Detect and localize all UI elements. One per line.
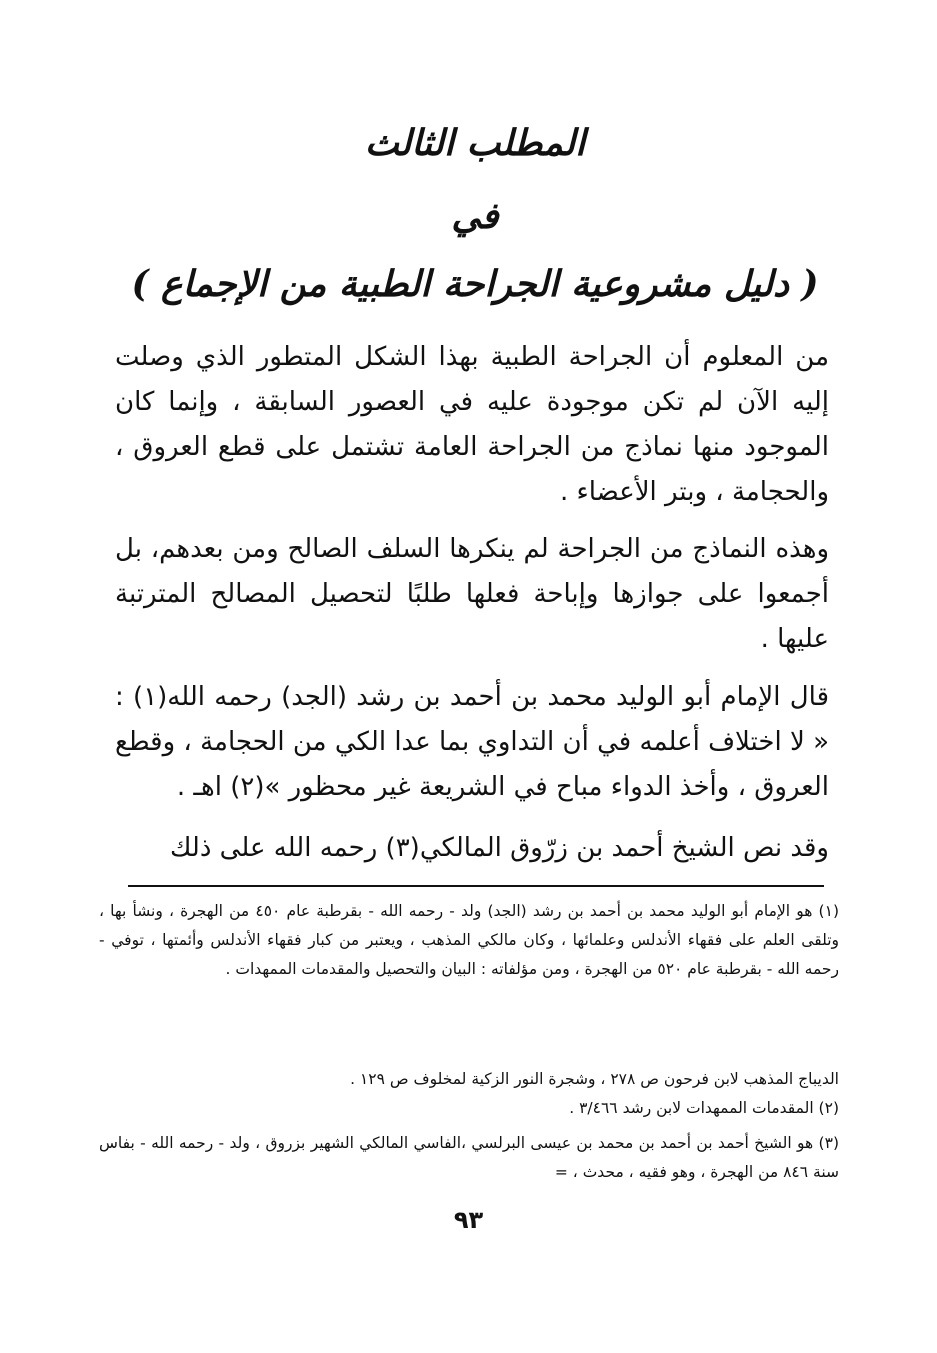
footnote-1-source: الديباج المذهب لابن فرحون ص ٢٧٨ ، وشجرة النور الزكية لمخلوف ص ١٢٩ . [350, 1070, 839, 1088]
paragraph-2: وهذه النماذج من الجراحة لم ينكرها السلف الصالح ومن بعدهم، بل أجمعوا على جوازها وإباحة فعلها طلبًا لتحصيل المصالح المترتبة عليها . [115, 534, 829, 654]
section-subtitle: ( دليل مشروعية الجراحة الطبية من الإجماع ) [131, 263, 819, 305]
section-title: المطلب الثالث [364, 122, 586, 164]
page-number: ٩٣ [453, 1206, 484, 1234]
footnote-1: (١) هو الإمام أبو الوليد محمد بن أحمد بن رشد (الجد) ولد - رحمه الله - بقرطبة عام ٤٥٠ من الهجرة ، ونشأ بها ، وتلقى العلم على فقهاء الأندلس وعلمائها ، وكان مالكي المذهب ، ويعتبر من كبار فقهاء الأندلس وأئمتها ، توفي - رحمه الله - بقرطبة عام ٥٢٠ من الهجرة ، ومن مؤلفاته : البيان والتحصيل والمقدمات الممهدات . [99, 902, 839, 978]
paragraph-4: وقد نص الشيخ أحمد بن زرّوق المالكي(٣) رحمه الله على ذلك [170, 833, 829, 863]
footnote-2: (٢) المقدمات الممهدات لابن رشد ٣/٤٦٦ . [569, 1099, 839, 1117]
footnote-separator [128, 885, 824, 887]
paragraph-1: من المعلوم أن الجراحة الطبية بهذا الشكل المتطور الذي وصلت إليه الآن لم تكن موجودة عليه في العصور السابقة ، وإنما كان الموجود منها نماذج من الجراحة العامة تشتمل على قطع العروق ، والحجامة ، وبتر الأعضاء . [115, 342, 829, 507]
paragraph-3: قال الإمام أبو الوليد محمد بن أحمد بن رشد (الجد) رحمه الله(١) : « لا اختلاف أعلمه في أن التداوي بما عدا الكي من الحجامة ، وقطع العروق ، وأخذ الدواء مباح في الشريعة غير محظور »(٢) اهـ . [115, 682, 829, 802]
footnote-3: (٣) هو الشيخ أحمد بن أحمد بن محمد بن عيسى البرلسي ،الفاسي المالكي الشهير بزروق ، ولد - رحمه الله - بفاس سنة ٨٤٦ من الهجرة ، وهو فقيه ، محدث ، = [99, 1134, 839, 1181]
section-title-connector: في [451, 195, 499, 237]
